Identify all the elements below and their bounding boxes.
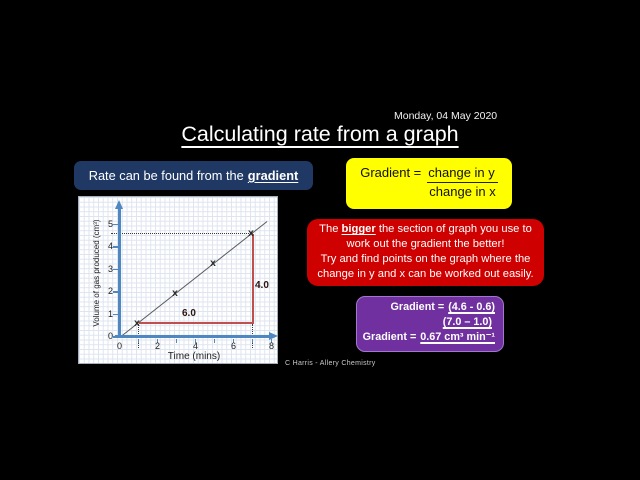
- x-axis: [115, 335, 269, 338]
- delta-y-label: 4.0: [255, 280, 269, 291]
- x-tick-mark: [138, 339, 140, 343]
- data-point-marker: x: [134, 316, 140, 329]
- y-tick-mark: [113, 291, 119, 293]
- fraction-numerator: change in y: [427, 165, 498, 183]
- gradient-formula-box: [346, 158, 512, 209]
- y-tick-label: 1: [107, 309, 113, 319]
- tip-box: [307, 219, 544, 286]
- gradient-triangle-horizontal: [139, 322, 254, 324]
- dashed-guide-y4-6: [111, 233, 253, 234]
- rate-gradient-callout: [74, 161, 313, 190]
- formula-fraction: [427, 165, 498, 209]
- gradient-triangle-vertical: [252, 234, 254, 323]
- fraction-denominator: change in x: [429, 184, 496, 199]
- credit-text: C Harris - Allery Chemistry: [285, 360, 376, 367]
- y-tick-mark: [113, 336, 119, 338]
- data-point-marker: x: [172, 286, 178, 299]
- y-tick-mark: [113, 269, 119, 271]
- tip-line-1: The bigger the section of graph you use to: [319, 223, 532, 235]
- x-tick-label: 0: [116, 341, 122, 351]
- y-tick-label: 5: [107, 219, 113, 229]
- data-point-marker: x: [248, 227, 254, 239]
- y-tick-mark: [113, 246, 119, 248]
- gradient-calculation-box: [356, 296, 504, 352]
- x-tick-mark: [252, 339, 254, 343]
- tip-line-4: change in y and x can be worked out easily.: [317, 267, 534, 280]
- calc-line-2: (7.0 – 1.0): [442, 316, 492, 328]
- x-tick-label: 8: [268, 341, 274, 351]
- y-axis-label: Volume of gas produced (cm³): [92, 219, 101, 327]
- volume-vs-time-graph: [78, 196, 278, 364]
- formula-label: Gradient =: [360, 165, 422, 180]
- x-tick-mark: [176, 339, 178, 343]
- y-tick-label: 2: [107, 286, 113, 296]
- calc-line-1: Gradient = (4.6 - 0.6): [390, 301, 495, 313]
- x-tick-label: 6: [230, 341, 236, 351]
- x-tick-mark: [214, 339, 216, 343]
- calc-line-3: Gradient = 0.67 cm³ min⁻¹: [362, 331, 495, 343]
- slide-title: Calculating rate from a graph: [181, 122, 459, 146]
- x-tick-label: 2: [154, 341, 160, 351]
- best-fit-line: [121, 221, 268, 337]
- y-tick-mark: [113, 224, 119, 226]
- y-tick-mark: [113, 314, 119, 316]
- data-point-marker: x: [210, 257, 216, 269]
- x-axis-label: Time (mins): [167, 351, 221, 362]
- y-axis-arrow-icon: [115, 200, 123, 209]
- rate-callout-text: Rate can be found from the: [88, 168, 244, 183]
- delta-x-label: 6.0: [182, 308, 196, 319]
- x-tick-label: 4: [192, 341, 198, 351]
- slide-date: Monday, 04 May 2020: [394, 110, 498, 122]
- tip-line-3: Try and find points on the graph where the: [320, 252, 531, 265]
- rate-callout-emphasis: gradient: [247, 168, 299, 183]
- y-tick-label: 4: [107, 241, 113, 251]
- y-tick-label: 0: [107, 331, 113, 341]
- y-axis: [118, 208, 121, 338]
- y-tick-label: 3: [107, 264, 113, 274]
- tip-line-2: work out the gradient the better!: [346, 237, 505, 250]
